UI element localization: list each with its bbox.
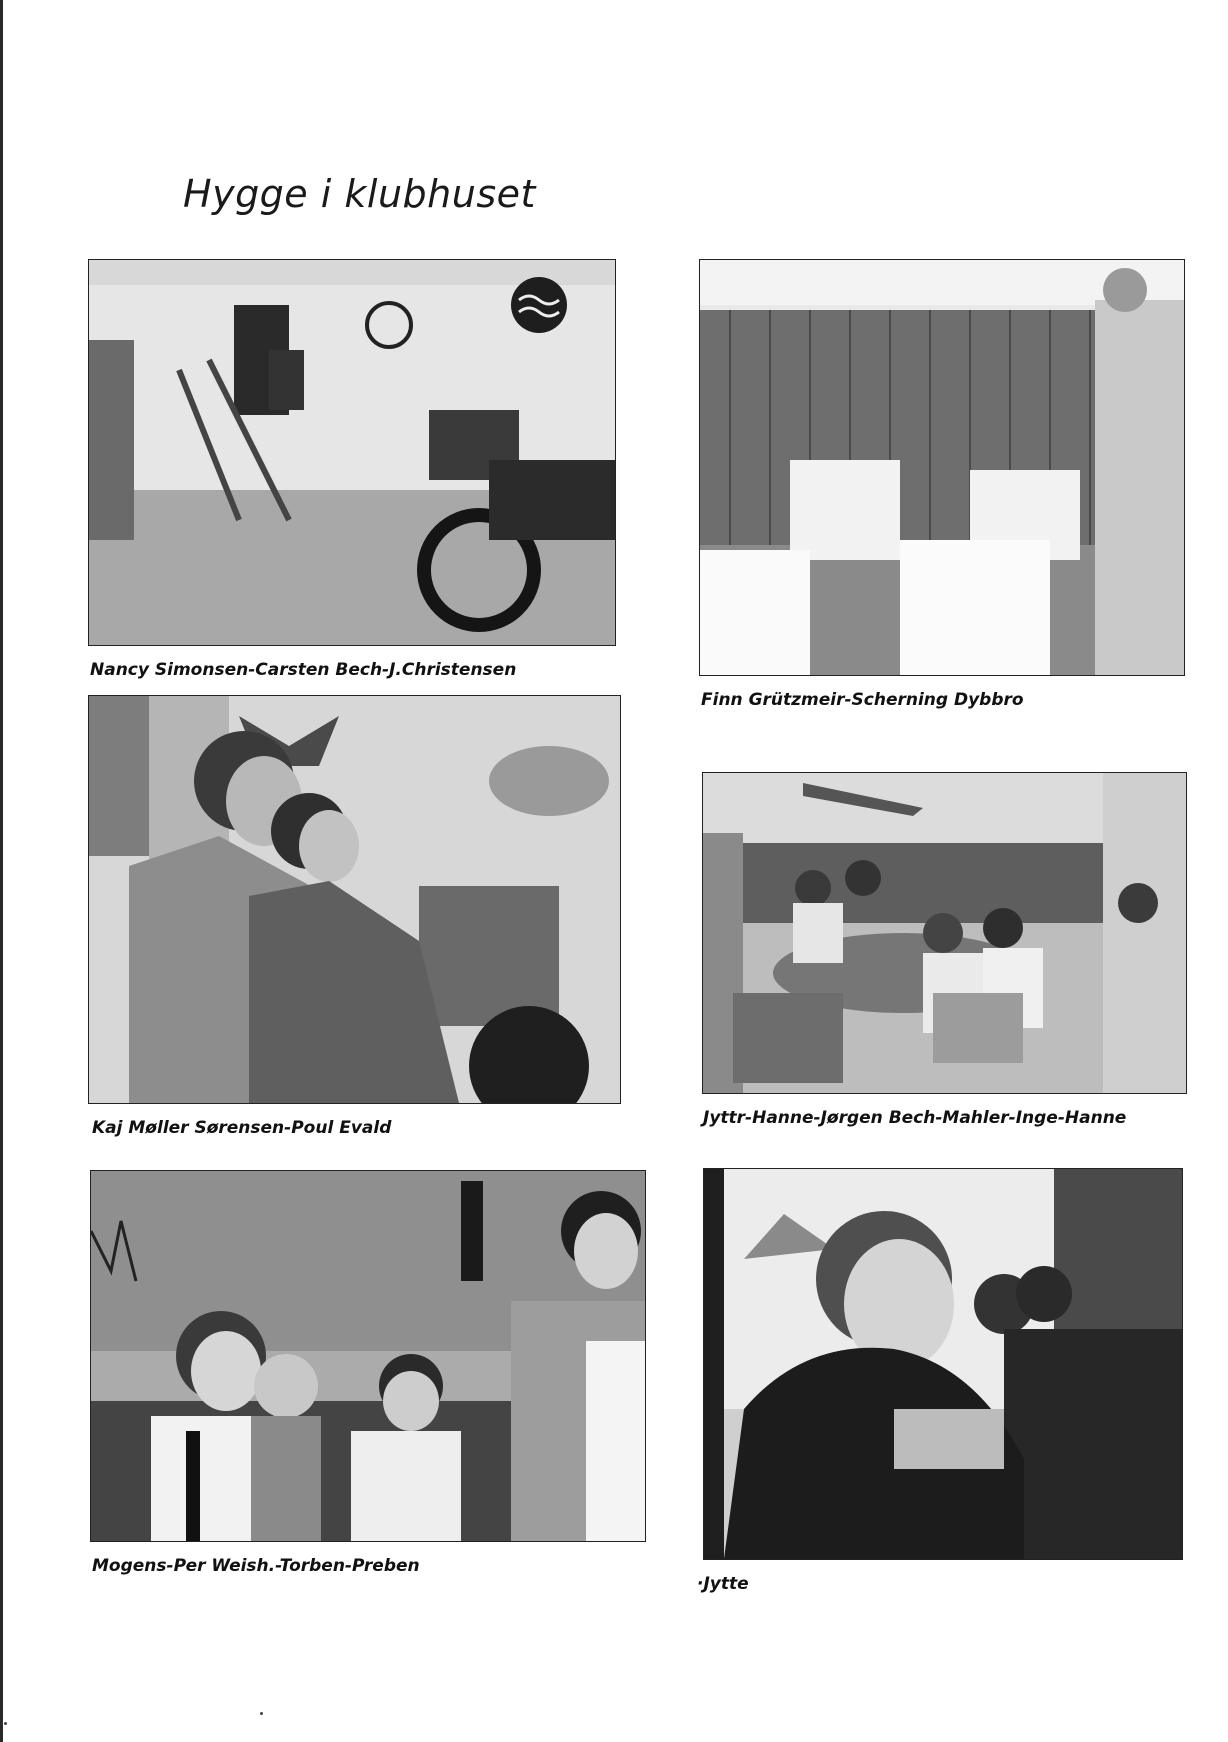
- photo-caption: Finn Grützmeir-Scherning Dybbro: [701, 690, 1024, 710]
- scan-speck: [4, 1722, 7, 1725]
- page-title: Hygge i klubhuset: [183, 172, 536, 216]
- page-edge: [0, 0, 3, 1742]
- photo-group-table: [702, 772, 1187, 1094]
- photo-clubhouse-outdoor: [88, 259, 616, 646]
- photo-caption: Mogens-Per Weish.-Torben-Preben: [92, 1556, 420, 1576]
- photo-deck-chairs: [699, 259, 1185, 676]
- photo-caption: ·Jytte: [697, 1574, 749, 1594]
- photo-caption: Kaj Møller Sørensen-Poul Evald: [92, 1118, 392, 1138]
- photo-caption: Jyttr-Hanne-Jørgen Bech-Mahler-Inge-Hanne: [703, 1108, 1127, 1128]
- photo-celebration: [90, 1170, 646, 1542]
- photo-two-men-suits: [88, 695, 621, 1104]
- photo-jytte: [703, 1168, 1183, 1560]
- photo-caption: Nancy Simonsen-Carsten Bech-J.Christensen: [90, 660, 517, 680]
- scan-speck: [260, 1712, 263, 1715]
